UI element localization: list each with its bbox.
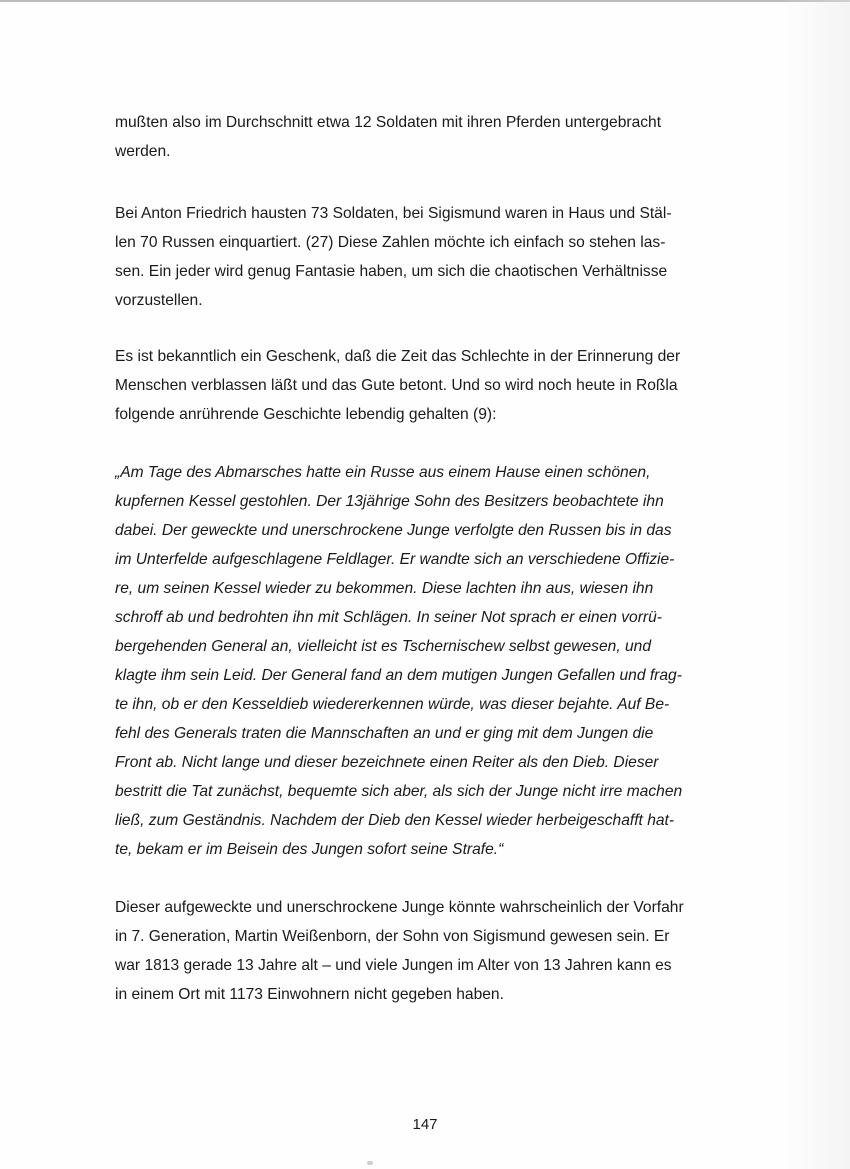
text-line: Bei Anton Friedrich hausten 73 Soldaten, bei Sigismund waren in Haus und Stäl-: [115, 205, 672, 222]
paragraph-1: [115, 108, 727, 166]
text-line: Es ist bekanntlich ein Geschenk, daß die Zeit das Schlechte in der Erinnerung der: [115, 348, 681, 365]
page-number: 147: [412, 1116, 438, 1133]
quote-line: te, bekam er im Beisein des Jungen sofort seine Strafe.“: [115, 841, 504, 858]
quote-line: bergehenden General an, vielleicht ist es Tschernischew selbst gewesen, und: [115, 638, 651, 655]
paragraph-2: [115, 199, 727, 315]
page-top-edge: [0, 0, 850, 2]
text-line: folgende anrührende Geschichte lebendig gehalten (9):: [115, 406, 497, 423]
quoted-story: [115, 458, 727, 864]
quote-line: kupfernen Kessel gestohlen. Der 13jährige Sohn des Besitzers beobachtete ihn: [115, 493, 664, 510]
quote-line: klagte ihm sein Leid. Der General fand an dem mutigen Jungen Gefallen und frag-: [115, 667, 682, 684]
quote-line: te ihn, ob er den Kesseldieb wiedererkennen würde, was dieser bejahte. Auf Be-: [115, 696, 670, 713]
text-line: len 70 Russen einquartiert. (27) Diese Zahlen möchte ich einfach so stehen las-: [115, 234, 666, 251]
paragraph-5: [115, 893, 727, 1009]
quote-line: schroff ab und bedrohten ihn mit Schlägen. In seiner Not sprach er einen vorrü-: [115, 609, 662, 626]
text-line: mußten also im Durchschnitt etwa 12 Soldaten mit ihren Pferden untergebracht: [115, 114, 662, 131]
text-line: werden.: [115, 143, 171, 160]
text-line: in 7. Generation, Martin Weißenborn, der Sohn von Sigismund gewesen sein. Er: [115, 928, 670, 945]
quote-line: dabei. Der geweckte und unerschrockene Junge verfolgte den Russen bis in das: [115, 522, 672, 539]
quote-line: im Unterfelde aufgeschlagene Feldlager. Er wandte sich an verschiedene Offizie-: [115, 551, 675, 568]
text-line: Menschen verblassen läßt und das Gute betont. Und so wird noch heute in Roßla: [115, 377, 678, 394]
text-line: vorzustellen.: [115, 292, 203, 309]
text-line: in einem Ort mit 1173 Einwohnern nicht gegeben haben.: [115, 986, 504, 1003]
quote-line: „Am Tage des Abmarsches hatte ein Russe aus einem Hause einen schönen,: [115, 464, 651, 481]
text-line: sen. Ein jeder wird genug Fantasie haben, um sich die chaotischen Verhältnisse: [115, 263, 668, 280]
quote-line: Front ab. Nicht lange und dieser bezeichnete einen Reiter als den Dieb. Dieser: [115, 754, 659, 771]
quote-line: re, um seinen Kessel wieder zu bekommen. Diese lachten ihn aus, wiesen ihn: [115, 580, 654, 597]
quote-line: bestritt die Tat zunächst, bequemte sich aber, als sich der Junge nicht irre machen: [115, 783, 683, 800]
scan-shading: [780, 0, 850, 1169]
paragraph-3: [115, 342, 727, 429]
text-line: Dieser aufgeweckte und unerschrockene Junge könnte wahrscheinlich der Vorfahr: [115, 899, 684, 916]
text-line: war 1813 gerade 13 Jahre alt – und viele Jungen im Alter von 13 Jahren kann es: [115, 957, 672, 974]
scan-speck: [367, 1161, 373, 1165]
quote-line: fehl des Generals traten die Mannschaften an und er ging mit dem Jungen die: [115, 725, 654, 742]
quote-line: ließ, zum Geständnis. Nachdem der Dieb den Kessel wieder herbeigeschafft hat-: [115, 812, 675, 829]
